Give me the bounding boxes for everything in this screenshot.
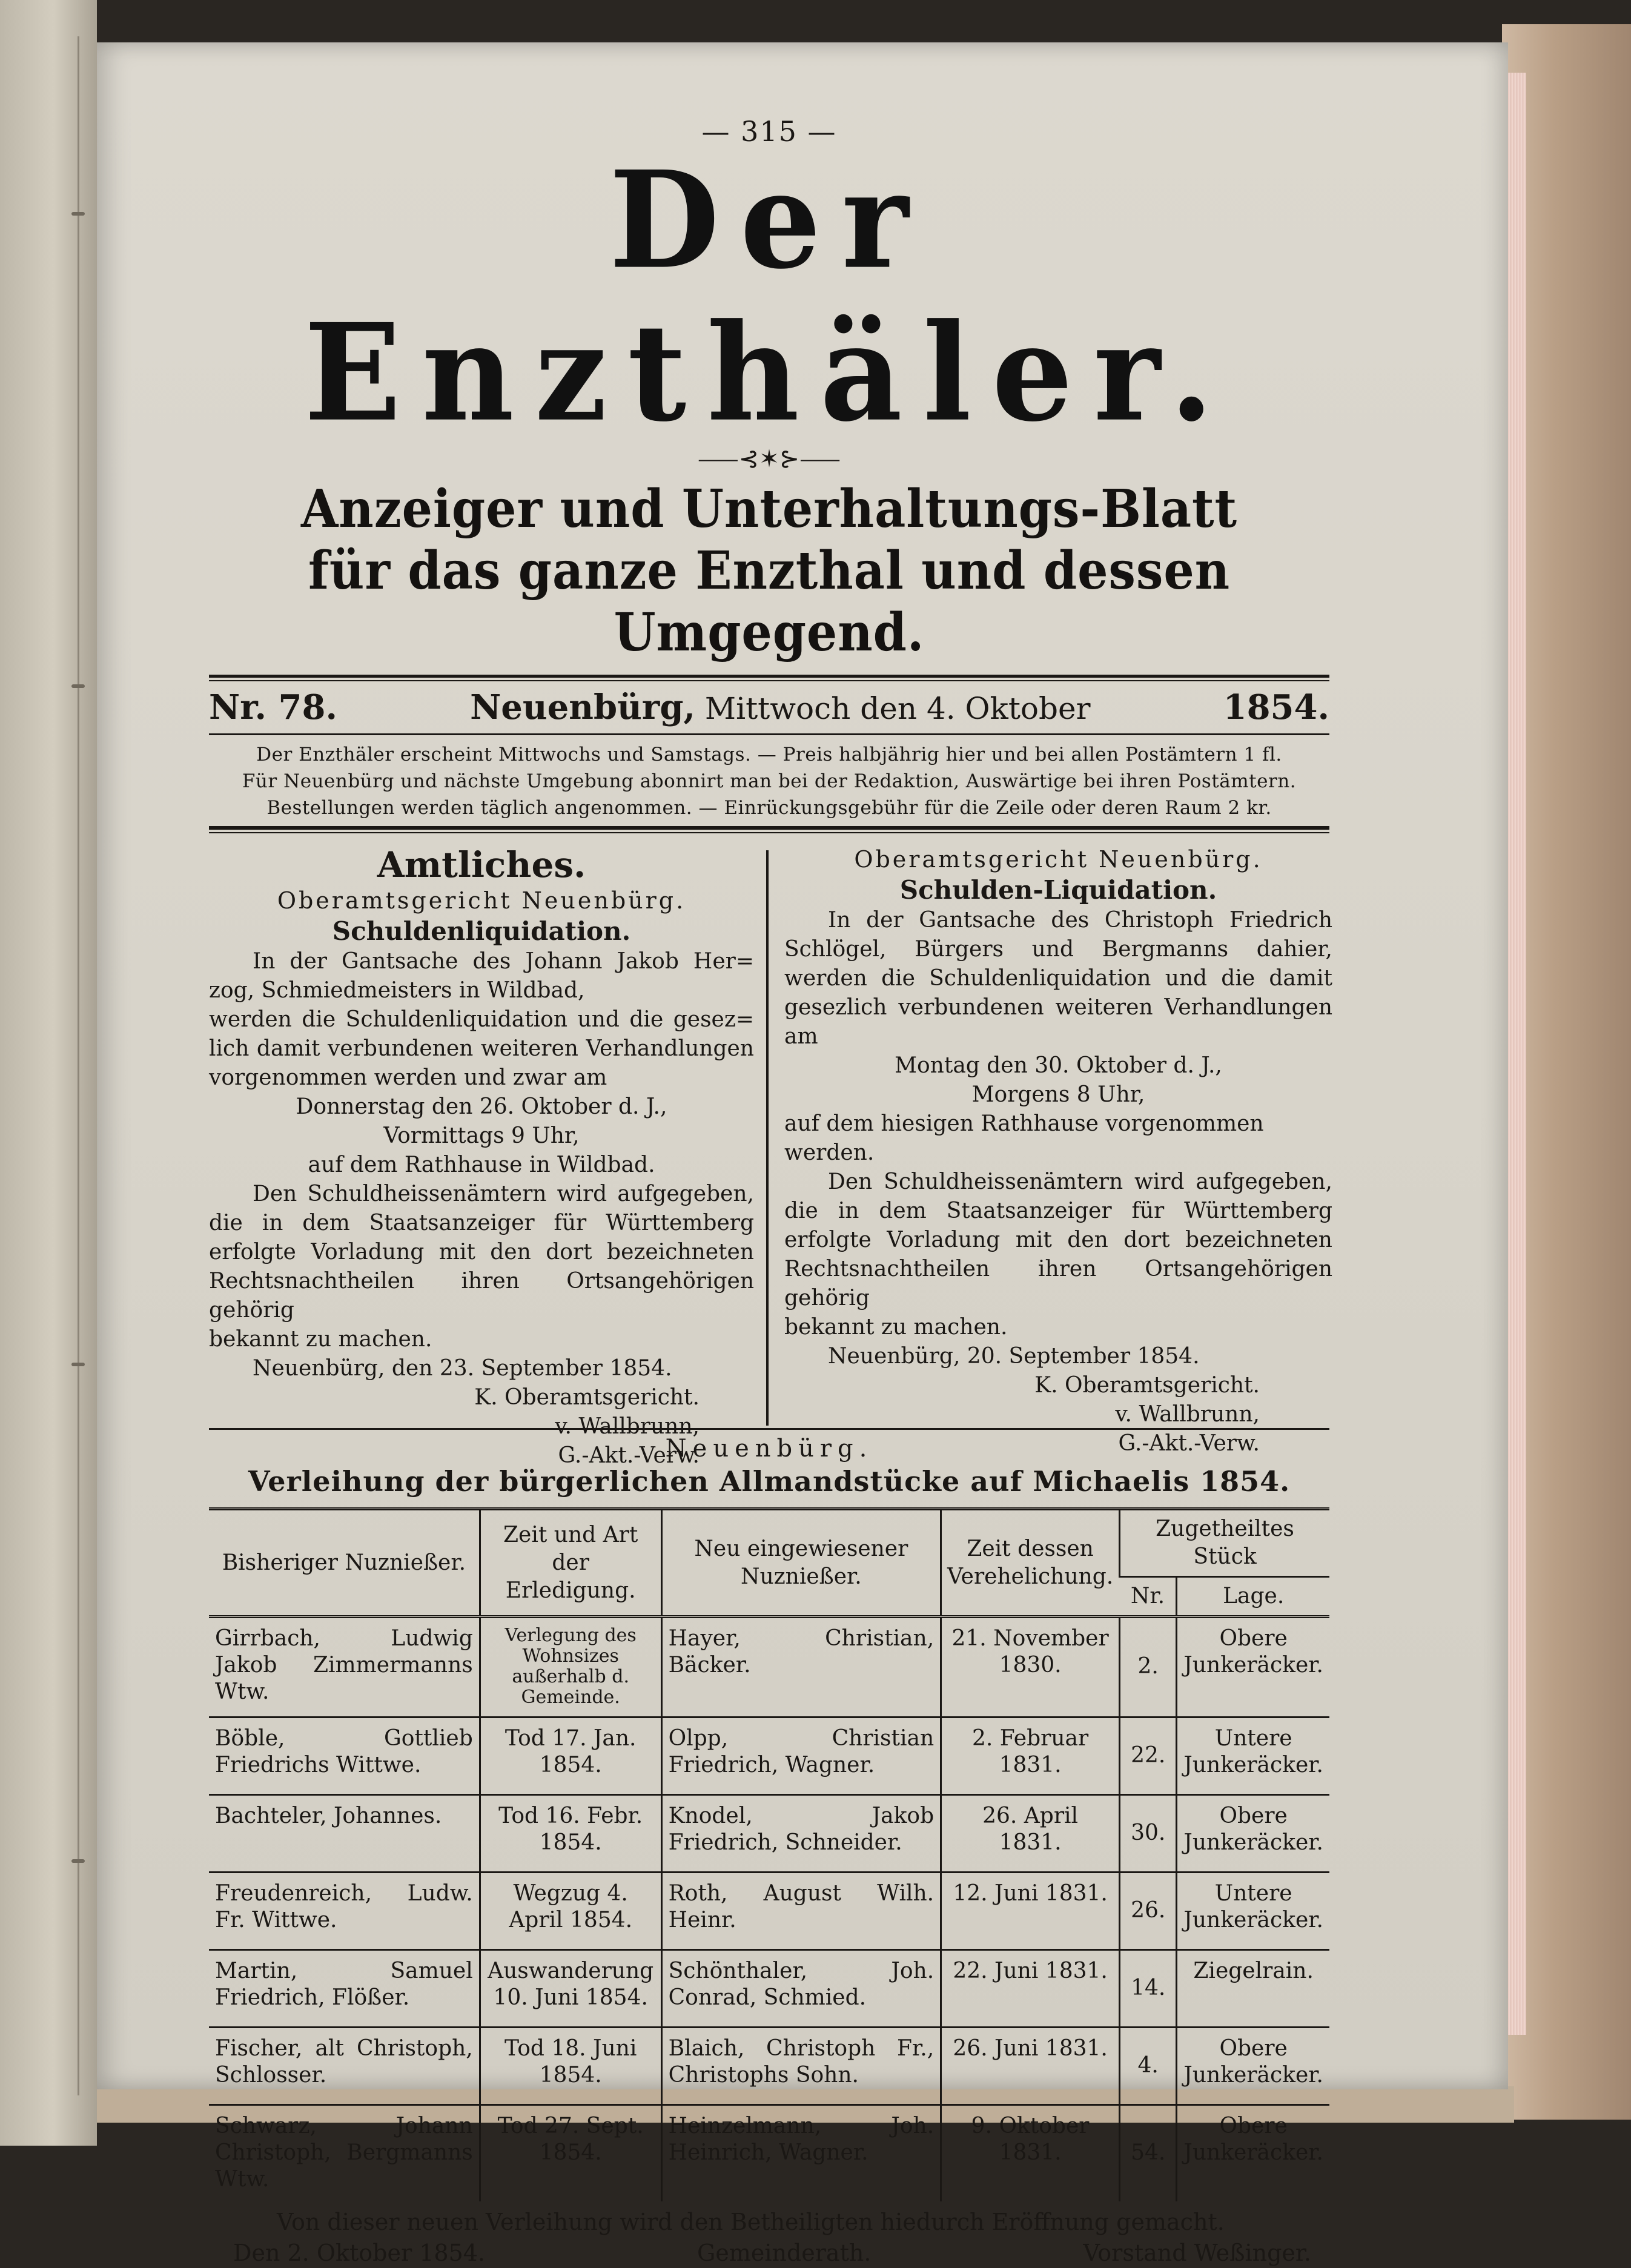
cell-nr: 22.	[1120, 1718, 1177, 1795]
cell-former: Bachteler, Johannes.	[209, 1795, 480, 1873]
text-line: die in dem Staatsanzeiger für Württemberg	[209, 1211, 754, 1235]
allotment-table-body	[209, 1617, 1329, 2202]
notice-line: Für Neuenbürg und nächste Umgebung abonnirt man bei der Redaktion, Auswärtige bei ihren Postämtern.	[242, 770, 1297, 792]
text-line: bekannt zu machen.	[784, 1315, 1008, 1340]
cell-former: Fischer, alt Christoph, Schlosser.	[209, 2028, 480, 2105]
table-row	[209, 1795, 1329, 1873]
hearing-time: Vormittags 9 Uhr,	[383, 1123, 580, 1148]
cell-nr: 2.	[1120, 1617, 1177, 1718]
cell-nr: 30.	[1120, 1795, 1177, 1873]
cell-marriage: 26. April 1831.	[941, 1795, 1120, 1873]
stitch-knot	[71, 684, 85, 688]
cell-location: Obere Junkeräcker.	[1177, 2028, 1329, 2105]
cell-new: Roth, August Wilh. Heinr.	[661, 1873, 941, 1950]
signature-name: v. Wallbrunn,	[555, 1414, 700, 1439]
cell-new: Schönthaler, Joh. Conrad, Schmied.	[661, 1950, 941, 2028]
cell-marriage: 22. Juni 1831.	[941, 1950, 1120, 2028]
text-line: Rechtsnachtheilen ihren Ortsangehörigen gehörig	[784, 1257, 1332, 1311]
allotment-table	[209, 1507, 1329, 2201]
issue-line	[209, 681, 1329, 733]
text-line: In der Gantsache des Johann Jakob Her=	[253, 949, 754, 974]
notice-subject: Schuldenliquidation.	[332, 916, 631, 946]
cell-new: Blaich, Christoph Fr., Christophs Sohn.	[661, 2028, 941, 2105]
col-header-former: Bisheriger Nuznießer.	[209, 1509, 480, 1617]
cell-former: Böble, Gottlieb Friedrichs Wittwe.	[209, 1718, 480, 1795]
text-line: bekannt zu machen.	[209, 1327, 432, 1352]
cell-former: Schwarz, Johann Christoph, Bergmanns Wtw.	[215, 2114, 473, 2192]
cell-former: Girrbach, Ludwig Jakob Zimmermanns Wtw.	[209, 1617, 480, 1718]
court-name: Oberamtsgericht Neuenbürg.	[854, 846, 1263, 873]
issue-date: Mittwoch den 4. Oktober	[704, 691, 1091, 726]
cell-location: Obere Junkeräcker.	[1177, 1795, 1329, 1873]
signature-title: G.-Akt.-Verw.	[558, 1443, 700, 1468]
text-line: zog, Schmiedmeisters in Wildbad,	[209, 978, 585, 1003]
cell-vacancy: Tod 27. Sept. 1854.	[480, 2105, 661, 2202]
cell-vacancy: Auswanderung 10. Juni 1854.	[480, 1950, 661, 2028]
cell-nr: 54.	[1120, 2105, 1177, 2202]
cell-location: Untere Junkeräcker.	[1177, 1873, 1329, 1950]
col-header-location: Lage.	[1177, 1577, 1329, 1617]
cell-marriage: 26. Juni 1831.	[941, 2028, 1120, 2105]
col-header-marriage: Zeit dessen Verehelichung.	[941, 1509, 1120, 1617]
dateline: Neuenbürg, 20. September 1854.	[828, 1344, 1200, 1369]
table-row	[209, 1873, 1329, 1950]
issue-place: Neuenbürg,	[470, 687, 695, 727]
allotment-place: Neuenbürg.	[665, 1435, 873, 1463]
page-number: — 315 —	[701, 115, 837, 148]
col-header-new: Neu eingewiesener Nuznießer.	[661, 1509, 941, 1617]
cell-location: Obere Junkeräcker.	[1177, 2105, 1329, 2202]
table-row	[209, 2028, 1329, 2105]
cell-vacancy: Tod 16. Febr. 1854.	[480, 1795, 661, 1873]
col-header-plot: Zugetheiltes Stück	[1120, 1509, 1329, 1577]
subscription-notice	[209, 735, 1329, 826]
text-line: werden die Schuldenliquidation und die gesez=	[209, 1007, 754, 1032]
cell-new: Heinzelmann, Joh. Heinrich, Wagner.	[661, 2105, 941, 2202]
signature-court: K. Oberamtsgericht.	[1034, 1373, 1260, 1398]
signature-title: G.-Akt.-Verw.	[1118, 1431, 1260, 1456]
allotment-note: Von dieser neuen Verleihung wird den Betheiligten hiedurch Eröffnung gemacht.	[277, 2209, 1225, 2235]
page-content	[209, 115, 1332, 2266]
masthead-subtitle-line1: Anzeiger und Unterhaltungs-Blatt	[300, 478, 1238, 540]
signature-court: K. Oberamtsgericht.	[474, 1385, 700, 1410]
cell-new: Knodel, Jakob Friedrich, Schneider.	[661, 1795, 941, 1873]
cell-marriage: 21. November 1830.	[941, 1617, 1120, 1718]
cell-location: Ziegelrain.	[1177, 1950, 1329, 2028]
col-header-vacancy: Zeit und Art der Erledigung.	[480, 1509, 661, 1617]
text-line: lich damit verbundenen weiteren Verhandlungen	[209, 1036, 754, 1061]
allotment-council: Gemeinderath.	[696, 2240, 872, 2266]
text-line: vorgenommen werden und zwar am	[209, 1065, 607, 1090]
stitch-knot	[71, 1363, 85, 1366]
allotment-title: Verleihung der bürgerlichen Allmandstücke auf Michaelis 1854.	[248, 1465, 1291, 1498]
notice-line: Der Enzthäler erscheint Mittwochs und Samstags. — Preis halbjährig hier und bei allen Postämtern 1 fl.	[256, 744, 1282, 765]
masthead-ornament: ⸺⊰✶⊱⸺	[698, 445, 841, 473]
masthead-title: Der Enzthäler.	[304, 141, 1234, 452]
cell-marriage: 9. Oktober 1831.	[941, 2105, 1120, 2202]
left-column	[209, 838, 754, 1470]
text-line: gesezlich verbundenen weiteren Verhandlungen am	[784, 995, 1332, 1049]
stitch-knot	[71, 212, 85, 216]
stitch-knot	[71, 1859, 85, 1863]
hearing-date: Donnerstag den 26. Oktober d. J.,	[296, 1094, 667, 1119]
cell-new: Olpp, Christian Friedrich, Wagner.	[661, 1718, 941, 1795]
table-row	[209, 1950, 1329, 2028]
cell-nr: 4.	[1120, 2028, 1177, 2105]
cell-vacancy: Tod 17. Jan. 1854.	[480, 1718, 661, 1795]
notice-subject: Schulden-Liquidation.	[899, 875, 1217, 905]
cell-nr: 26.	[1120, 1873, 1177, 1950]
binding-stitch	[78, 36, 86, 2095]
allotment-footer	[209, 2238, 1329, 2268]
cell-nr: 14.	[1120, 1950, 1177, 2028]
text-line: Den Schuldheissenämtern wird aufgegeben,	[828, 1169, 1332, 1194]
table-row	[209, 1617, 1329, 1718]
text-line: In der Gantsache des Christoph Friedrich	[828, 908, 1332, 933]
cell-vacancy: Verlegung des Wohnsizes außerhalb d. Gemeinde.	[480, 1617, 661, 1718]
cell-vacancy: Tod 18. Juni 1854.	[480, 2028, 661, 2105]
column-divider	[766, 850, 769, 1426]
hearing-time: Morgens 8 Uhr,	[971, 1082, 1145, 1107]
text-line: Rechtsnachtheilen ihren Ortsangehörigen gehörig	[209, 1269, 754, 1323]
cell-new: Hayer, Christian, Bäcker.	[661, 1617, 941, 1718]
announcement-columns	[209, 838, 1332, 1468]
section-heading-official: Amtliches.	[377, 844, 586, 885]
table-row	[209, 2105, 1329, 2202]
masthead-rule	[209, 675, 1329, 681]
table-header-row	[209, 1509, 1329, 1577]
masthead-subtitle-line2: für das ganze Enzthal und dessen Umgegend.	[308, 540, 1231, 663]
cell-marriage: 2. Februar 1831.	[941, 1718, 1120, 1795]
allotment-chair: Vorstand Weßinger.	[1083, 2240, 1311, 2266]
cell-marriage: 12. Juni 1831.	[941, 1873, 1120, 1950]
col-header-nr: Nr.	[1120, 1577, 1177, 1617]
dateline: Neuenbürg, den 23. September 1854.	[253, 1356, 672, 1381]
text-line: Schlögel, Bürgers und Bergmanns dahier,	[784, 937, 1332, 962]
text-line: auf dem hiesigen Rathhause vorgenommen werden.	[784, 1111, 1264, 1165]
text-line: die in dem Staatsanzeiger für Württemberg	[784, 1198, 1332, 1223]
notice-rule	[209, 826, 1329, 833]
right-column	[784, 838, 1332, 1458]
text-line: erfolgte Vorladung mit den dort bezeichneten	[784, 1228, 1332, 1252]
court-name: Oberamtsgericht Neuenbürg.	[277, 887, 686, 914]
notice-line: Bestellungen werden täglich angenommen. — Einrückungsgebühr für die Zeile oder deren Raum 2 kr.	[266, 797, 1272, 819]
text-line: Den Schuldheissenämtern wird aufgegeben,	[253, 1182, 754, 1206]
cell-former: Martin, Samuel Friedrich, Flößer.	[209, 1950, 480, 2028]
text-line: werden die Schuldenliquidation und die damit	[784, 966, 1332, 991]
text-line: erfolgte Vorladung mit den dort bezeichneten	[209, 1240, 754, 1265]
signature-name: v. Wallbrunn,	[1115, 1402, 1260, 1427]
cell-location: Untere Junkeräcker.	[1177, 1718, 1329, 1795]
issue-date-group	[470, 687, 1090, 727]
cell-vacancy: Wegzug 4. April 1854.	[480, 1873, 661, 1950]
issue-year: 1854.	[1223, 687, 1329, 727]
allotment-date: Den 2. Oktober 1854.	[233, 2240, 486, 2266]
hearing-place: auf dem Rathhause in Wildbad.	[308, 1152, 655, 1177]
issue-number: Nr. 78.	[209, 687, 337, 727]
table-row	[209, 1718, 1329, 1795]
cell-location: Obere Junkeräcker.	[1177, 1617, 1329, 1718]
cell-former: Freudenreich, Ludw. Fr. Wittwe.	[209, 1873, 480, 1950]
hearing-date: Montag den 30. Oktober d. J.,	[895, 1053, 1222, 1078]
